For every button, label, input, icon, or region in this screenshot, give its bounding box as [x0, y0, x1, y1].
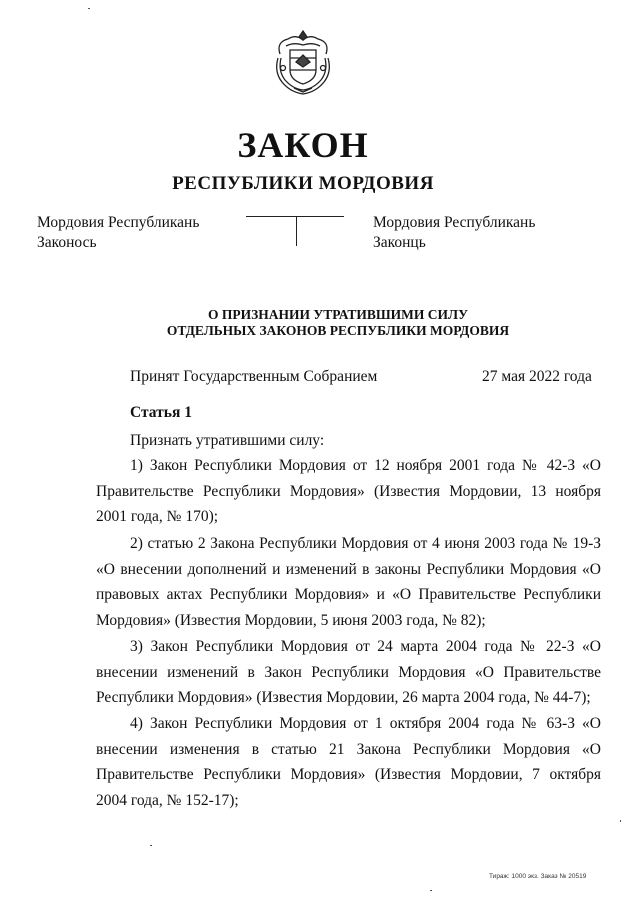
separator-horizontal [246, 216, 344, 217]
coat-of-arms-icon [272, 28, 334, 96]
article-heading: Статья 1 [130, 404, 192, 421]
right-caption-line: Законць [373, 234, 426, 251]
adopted-date: 27 мая 2022 года [482, 368, 592, 385]
scan-speck [88, 8, 90, 9]
scan-speck [620, 820, 621, 822]
document-subtitle: РЕСПУБЛИКИ МОРДОВИЯ [172, 173, 434, 194]
adopted-by: Принят Государственным Собранием [130, 368, 378, 385]
law-heading [0, 307, 640, 339]
list-item: 2) статью 2 Закона Республики Мордовия от 4 июня 2003 года № 19-З «О внесении дополнений и изменений в законы Республики Мордовия «О правовых актах Республики Мордовия» и «О Правительстве Республики Мордовия» (Известия Мордовии, 5 июня 2003 года, № 82); [96, 535, 601, 629]
law-heading-line: ОТДЕЛЬНЫХ ЗАКОНОВ РЕСПУБЛИКИ МОРДОВИЯ [166, 323, 510, 338]
law-heading-line: О ПРИЗНАНИИ УТРАТИВШИМИ СИЛУ [207, 307, 469, 322]
article-intro: Признать утратившими силу: [130, 432, 325, 449]
separator-vertical [296, 216, 297, 246]
list-item: 3) Закон Республики Мордовия от 24 марта 2004 года № 22-З «О внесении изменений в Закон Республики Мордовия «О Правительстве Республики Мордовия» (Известия Мордовии, 26 марта 2004 года, № 44-7); [96, 638, 601, 706]
left-caption-line: Мордовия Республикань [37, 214, 200, 231]
left-caption-line: Законось [37, 234, 97, 251]
document-title: ЗАКОН [237, 125, 369, 165]
scan-speck [150, 845, 152, 846]
list-item: 1) Закон Республики Мордовия от 12 ноября 2001 года № 42-З «О Правительстве Республики Мордовия» (Известия Мордовии, 13 ноября 2001 года, № 170); [96, 457, 601, 525]
left-caption-block [37, 213, 199, 253]
right-caption-line: Мордовия Республикань [373, 214, 536, 231]
list-item: 4) Закон Республики Мордовия от 1 октября 2004 года № 63-З «О внесении изменения в статью 21 Закона Республики Мордовия «О Правительстве Республики Мордовия» (Известия Мордовии, 7 октября 2004 года, № 152-17); [96, 715, 601, 809]
right-caption-block [373, 213, 535, 253]
print-run-footer: Тираж: 1000 экз. Заказ № 20519 [489, 873, 587, 880]
scan-speck [430, 890, 432, 891]
